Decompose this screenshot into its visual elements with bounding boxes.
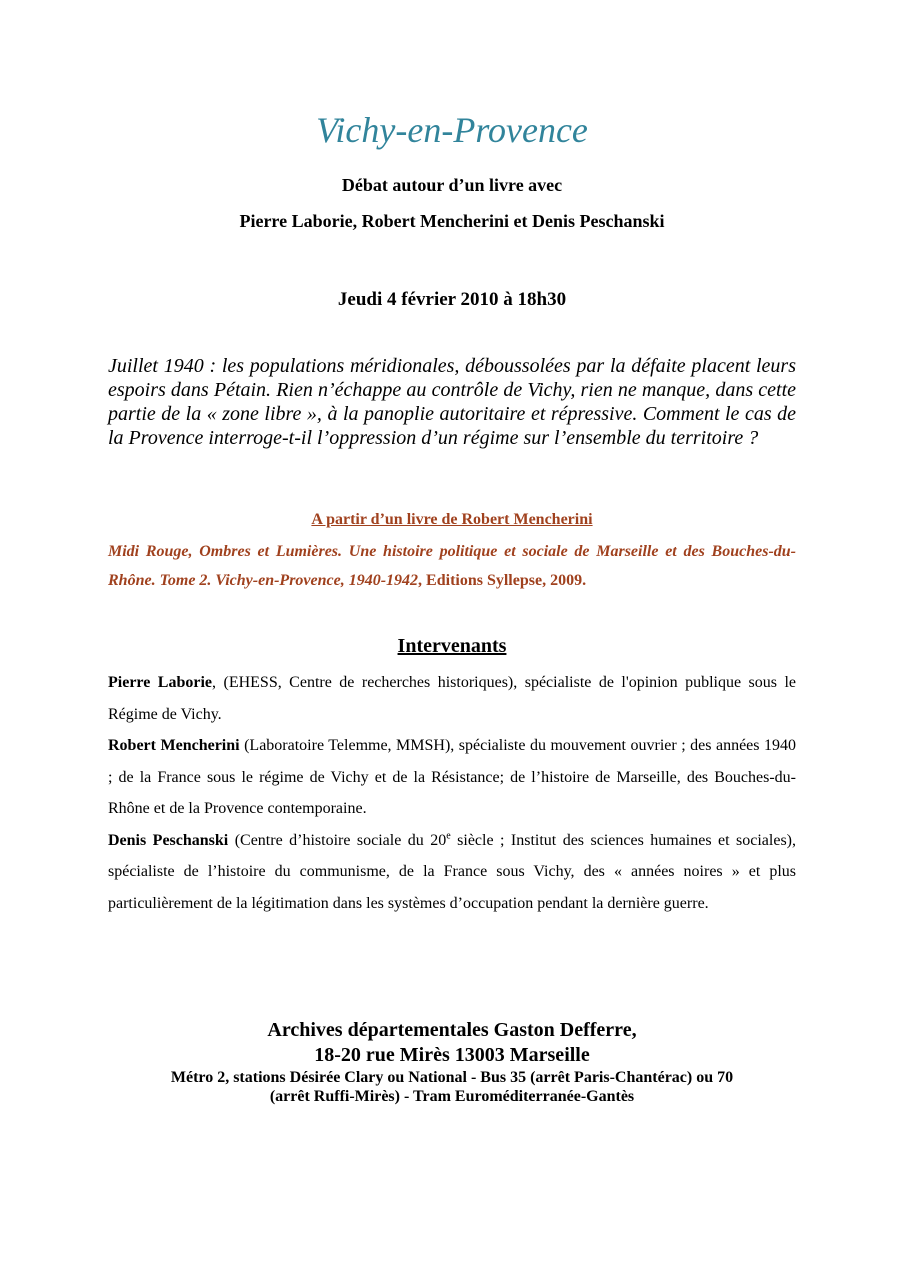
book-reference bbox=[108, 537, 796, 595]
speaker-description: (Centre d’histoire sociale du 20 bbox=[228, 831, 447, 849]
speaker-entry bbox=[108, 825, 796, 920]
book-publisher: , Editions Syllepse, 2009. bbox=[418, 572, 587, 589]
speakers-list-subtitle: Pierre Laborie, Robert Mencherini et Denis Peschanski bbox=[239, 211, 665, 231]
transport-info: Métro 2, stations Désirée Clary ou National - Bus 35 (arrêt Paris-Chantérac) ou 70 bbox=[170, 1069, 734, 1086]
speaker-description-continued: siècle ; Institut des sciences humaines et sociales), spécialiste de l’histoire du communisme, de la France sous Vichy, des « années noires » et plus particulièrement de la légitimation dans les systèmes d’occupation pendant la dernière guerre. bbox=[108, 831, 796, 912]
speaker-entry bbox=[108, 730, 796, 825]
speakers-heading: Intervenants bbox=[397, 635, 507, 657]
speaker-description: (Laboratoire Telemme, MMSH), spécialiste du mouvement ouvrier ; des années 1940 ; de la France sous le régime de Vichy et de la Résistance; de l’histoire de Marseille, des Bouches-du-Rhône et de la Provence contemporaine. bbox=[108, 737, 797, 817]
event-subtitle: Débat autour d’un livre avec bbox=[341, 175, 563, 195]
speaker-name: Robert Mencherini bbox=[108, 737, 240, 754]
speaker-name: Pierre Laborie bbox=[108, 674, 213, 691]
event-date: Jeudi 4 février 2010 à 18h30 bbox=[337, 289, 567, 310]
speaker-description: , (EHESS, Centre de recherches historiques), spécialiste de l'opinion publique sous le Régime de Vichy. bbox=[108, 674, 796, 723]
book-title: Midi Rouge, Ombres et Lumières. Une histoire politique et sociale de Marseille et des Bouches-du-Rhône. Tome 2. Vichy-en-Provence, 1940-1942 bbox=[108, 543, 796, 589]
speaker-entry bbox=[108, 667, 796, 730]
venue-address: 18-20 rue Mirès 13003 Marseille bbox=[314, 1044, 590, 1066]
book-reference-heading: A partir d’un livre de Robert Mencherini bbox=[311, 511, 593, 528]
speaker-name: Denis Peschanski bbox=[108, 831, 229, 849]
superscript: e bbox=[446, 830, 451, 842]
venue-name: Archives départementales Gaston Defferre, bbox=[267, 1019, 637, 1041]
transport-info-continued: (arrêt Ruffi-Mirès) - Tram Euroméditerranée-Gantès bbox=[269, 1088, 635, 1105]
event-title: Vichy-en-Provence bbox=[316, 110, 588, 150]
intro-paragraph: Juillet 1940 : les populations méridionales, déboussolées par la défaite placent leurs espoirs dans Pétain. Rien n’échappe au contrôle de Vichy, rien ne manque, dans cette partie de la « zone libre », à la panoplie autoritaire et répressive. Comment le cas de la Provence interroge-t-il l’oppression d’un régime sur l’ensemble du territoire ? bbox=[108, 355, 796, 449]
speakers-section bbox=[108, 667, 796, 919]
